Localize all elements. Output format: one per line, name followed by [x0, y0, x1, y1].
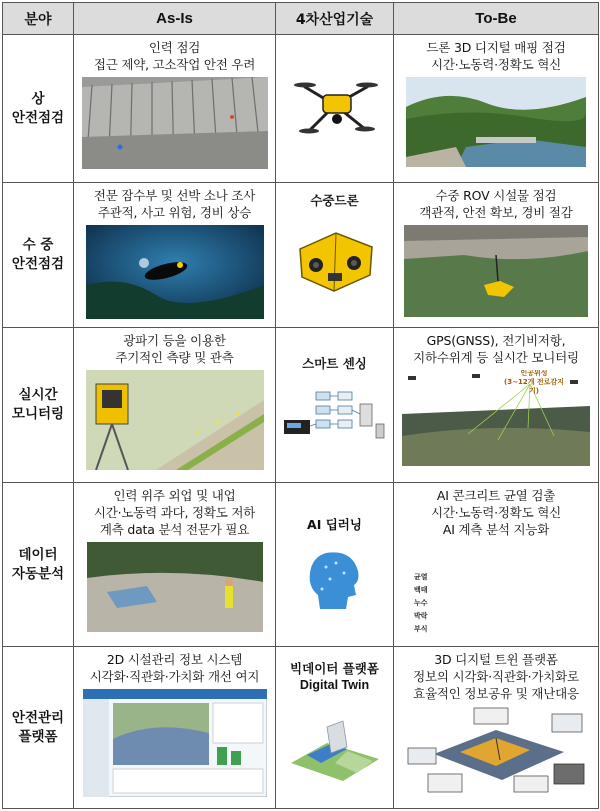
field-cell	[3, 483, 74, 647]
asis-cell	[74, 483, 276, 647]
legend-item: 백태	[414, 586, 428, 594]
2d-management-system-screenshot	[83, 689, 267, 797]
asis-line: 주관적, 사고 위험, 경비 상승	[97, 205, 252, 220]
table-row	[3, 183, 599, 328]
tobe-line: 시간·노동력·정확도 혁신	[430, 57, 562, 72]
field-line: 실시간	[18, 387, 58, 403]
defect-legend	[414, 571, 428, 636]
field-line: 상	[31, 90, 45, 107]
tech-cell	[276, 183, 394, 328]
tobe-cell	[394, 183, 599, 328]
tech-label: 스마트 센싱	[302, 356, 367, 371]
annotation-line: (3~12개 전로감지기)	[504, 378, 564, 395]
tobe-line: 3D 디지털 트윈 플랫폼	[434, 652, 558, 667]
tobe-line: 객관적, 안전 확보, 경비 절감	[419, 205, 573, 220]
table-row	[3, 483, 599, 647]
tech-cell	[276, 328, 394, 483]
field-line: 안전점검	[11, 109, 65, 126]
legend-item: 부식	[414, 625, 428, 633]
tobe-cell	[394, 35, 599, 183]
smart-sensing-diagram	[282, 384, 388, 454]
tech-label: 수중드론	[310, 193, 359, 208]
legend-item: 박락	[414, 612, 428, 620]
asis-line: 전문 잠수부 및 선박 소나 조사	[93, 188, 256, 203]
tobe-line: 시간·노동력·정확도 혁신	[430, 505, 562, 520]
header-tobe: To-Be	[394, 3, 599, 35]
asis-cell	[74, 328, 276, 483]
tech-label	[280, 661, 389, 693]
header-field: 분야	[3, 3, 74, 35]
asis-cell	[74, 647, 276, 809]
3d-digital-twin-platform-image	[404, 704, 588, 796]
tobe-line: AI 콘크리트 균열 검출	[436, 488, 556, 503]
annotation-line: 인공위성	[520, 370, 548, 377]
field-cell	[3, 647, 74, 809]
field-line: 자동분석	[11, 565, 65, 582]
dam-wall-photo	[82, 77, 268, 169]
asis-line: 광파기 등을 이용한	[123, 333, 226, 348]
asis-line: 시간·노동력 과다, 정확도 저하	[93, 505, 256, 520]
tech-label: AI 딥러닝	[307, 517, 362, 532]
dam-landscape-photo	[406, 77, 586, 167]
asis-line: 인력 점검	[148, 40, 201, 55]
tobe-line: 수중 ROV 시설물 점검	[435, 188, 557, 203]
ai-head-image	[296, 545, 374, 615]
tobe-line: 정보의 시각화·직관화·가치화로	[413, 669, 579, 684]
comparison-table	[2, 2, 599, 809]
underwater-rov-image	[290, 221, 380, 301]
tobe-cell	[394, 328, 599, 483]
tech-label-line: 빅데이터 플랫폼	[290, 661, 379, 676]
tobe-cell	[394, 483, 599, 647]
table-row	[3, 647, 599, 809]
asis-line: 주기적인 측량 및 관측	[115, 350, 234, 365]
diver-photo	[86, 225, 264, 319]
total-station-photo	[86, 370, 264, 470]
field-line: 모니터링	[11, 406, 65, 422]
asis-line: 시각화·직관화·가치화 개선 여지	[89, 669, 260, 684]
rov-inspection-photo	[404, 225, 588, 317]
field-survey-photo	[87, 542, 263, 632]
legend-item: 균열	[414, 573, 428, 581]
header-tech: 4차산업기술	[276, 3, 394, 35]
field-line: 안전관리	[11, 709, 65, 726]
field-cell	[3, 35, 74, 183]
table-row	[3, 328, 599, 483]
tobe-line: 지하수위계 등 실시간 모니터링	[413, 350, 579, 365]
digital-twin-image	[287, 703, 383, 783]
table-row	[3, 35, 599, 183]
field-line: 플랫폼	[18, 728, 58, 745]
header-asis: As-Is	[74, 3, 276, 35]
tobe-line: AI 계측 분석 지능화	[442, 522, 550, 537]
field-line: 안전점검	[11, 256, 65, 272]
field-cell	[3, 328, 74, 483]
asis-line: 2D 시설관리 정보 시스템	[106, 652, 243, 667]
tech-cell	[276, 35, 394, 183]
tech-label-line: Digital Twin	[299, 678, 370, 692]
satellite-monitoring-diagram	[402, 370, 590, 466]
legend-item: 누수	[414, 599, 428, 607]
field-line: 데이터	[18, 546, 58, 563]
asis-line: 계측 data 분석 전문가 필요	[99, 522, 250, 537]
tobe-line: 드론 3D 디지털 매핑 점검	[426, 40, 566, 55]
tobe-line: 효율적인 정보공유 및 재난대응	[413, 686, 579, 701]
satellite-annotation	[504, 370, 564, 396]
tobe-line: GPS(GNSS), 전기비저항,	[426, 333, 566, 348]
asis-cell	[74, 183, 276, 328]
tech-cell	[276, 647, 394, 809]
tobe-cell	[394, 647, 599, 809]
asis-cell	[74, 35, 276, 183]
field-cell	[3, 183, 74, 328]
drone-image	[289, 65, 381, 153]
header-row	[3, 3, 599, 35]
asis-line: 접근 제약, 고소작업 안전 우려	[93, 57, 256, 72]
asis-line: 인력 위주 외업 및 내업	[113, 488, 236, 503]
tech-cell	[276, 483, 394, 647]
field-line: 수 중	[22, 237, 54, 253]
